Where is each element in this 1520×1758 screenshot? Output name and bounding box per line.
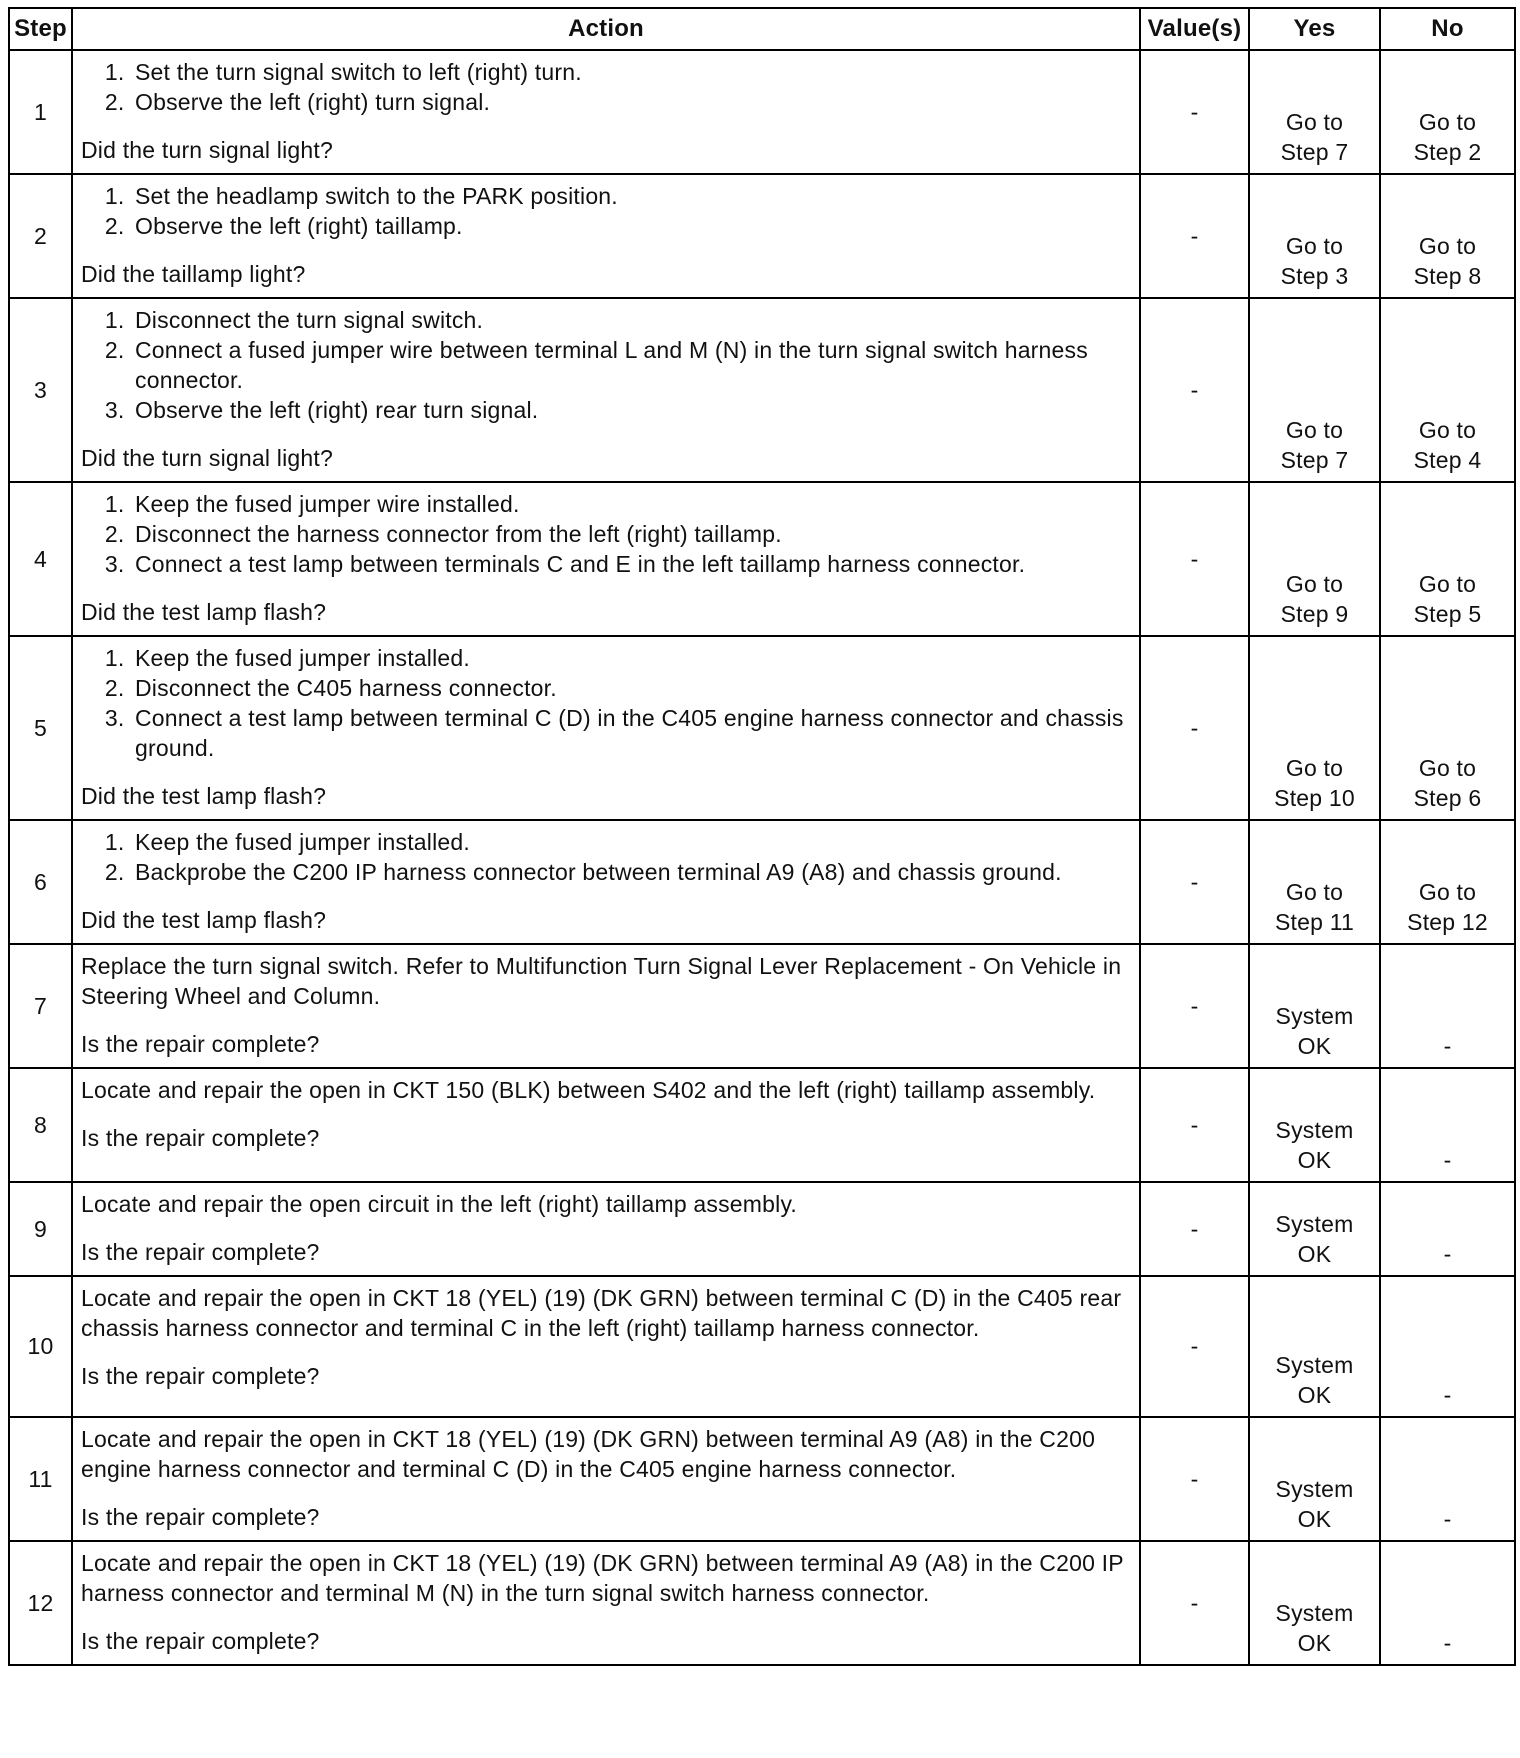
value-cell: - [1140,1541,1249,1665]
table-row [9,636,1515,820]
step-number: 7 [9,944,72,1068]
value-cell: - [1140,1417,1249,1541]
action-step-item: 1. Disconnect the turn signal switch. [131,305,1131,335]
action-step-item: 2. Observe the left (right) turn signal. [131,87,1131,117]
action-step-item: 1. Keep the fused jumper installed. [131,643,1131,673]
spacer [81,1011,1131,1029]
yes-cell [1249,1182,1380,1276]
action-step-item: 2. Backprobe the C200 IP harness connector between terminal A9 (A8) and chassis ground. [131,857,1131,887]
value-cell: - [1140,174,1249,298]
yes-line: Step 7 [1280,447,1349,473]
action-question: Is the repair complete? [81,1239,320,1265]
action-question: Did the turn signal light? [81,137,333,163]
yes-line: Step 7 [1280,139,1349,165]
table-row [9,1182,1515,1276]
yes-cell [1249,298,1380,482]
no-line: - [1443,1147,1452,1173]
no-line: Step 4 [1413,447,1482,473]
value-cell: - [1140,298,1249,482]
action-text: Replace the turn signal switch. Refer to Multifunction Turn Signal Lever Replacement - On Vehicle in Steering Wheel and Column. [81,953,1122,1009]
action-step-item: 2. Disconnect the C405 harness connector. [131,673,1131,703]
yes-line: System [1275,1003,1354,1029]
action-text: Locate and repair the open in CKT 18 (YEL) (19) (DK GRN) between terminal A9 (A8) in the C200 IP harness connector and terminal M (N) in the turn signal switch harness connector. [81,1550,1124,1606]
action-step-item: 3. Connect a test lamp between terminal C (D) in the C405 engine harness connector and chassis ground. [131,703,1131,763]
action-cell [72,174,1140,298]
no-line: Go to [1418,879,1477,905]
value-cell: - [1140,1182,1249,1276]
no-cell [1380,174,1515,298]
action-cell [72,820,1140,944]
no-line: Go to [1418,233,1477,259]
spacer [81,1219,1131,1237]
yes-line: Step 9 [1280,601,1349,627]
no-line: - [1443,1506,1452,1532]
action-step-item: 1. Keep the fused jumper wire installed. [131,489,1131,519]
no-cell [1380,636,1515,820]
header-values: Value(s) [1140,8,1249,50]
spacer [81,1484,1131,1502]
yes-cell [1249,820,1380,944]
yes-line: Go to [1285,879,1344,905]
yes-line: System [1275,1211,1354,1237]
action-cell [72,944,1140,1068]
table-row [9,944,1515,1068]
action-steps-list [81,643,1131,763]
action-cell [72,482,1140,636]
spacer [81,117,1131,135]
no-line: Step 12 [1407,909,1488,935]
no-line: - [1443,1630,1452,1656]
action-question: Did the test lamp flash? [81,599,327,625]
spacer [81,425,1131,443]
action-steps-list [81,181,1131,241]
action-cell [72,1182,1140,1276]
no-line: Go to [1418,571,1477,597]
yes-line: Go to [1285,109,1344,135]
action-question: Did the taillamp light? [81,261,306,287]
action-question: Is the repair complete? [81,1125,320,1151]
no-cell [1380,1068,1515,1182]
header-action: Action [72,8,1140,50]
action-text: Locate and repair the open in CKT 18 (YEL) (19) (DK GRN) between terminal C (D) in the C405 rear chassis harness connector and terminal C in the left (right) taillamp harness connector. [81,1285,1122,1341]
action-step-item: 3. Observe the left (right) rear turn signal. [131,395,1131,425]
yes-line: Go to [1285,417,1344,443]
table-row [9,1276,1515,1417]
step-number: 4 [9,482,72,636]
action-step-item: 2. Disconnect the harness connector from the left (right) taillamp. [131,519,1131,549]
no-line: Step 2 [1413,139,1482,165]
value-cell: - [1140,1068,1249,1182]
yes-line: System [1275,1117,1354,1143]
step-number: 9 [9,1182,72,1276]
step-number: 2 [9,174,72,298]
yes-line: OK [1297,1630,1332,1656]
action-cell [72,50,1140,174]
no-line: - [1443,1033,1452,1059]
spacer [81,1105,1131,1123]
spacer [81,1608,1131,1626]
yes-cell [1249,1068,1380,1182]
spacer [81,763,1131,781]
action-steps-list [81,305,1131,425]
no-cell [1380,50,1515,174]
yes-line: Go to [1285,755,1344,781]
step-number: 3 [9,298,72,482]
yes-line: OK [1297,1033,1332,1059]
step-number: 10 [9,1276,72,1417]
yes-line: OK [1297,1506,1332,1532]
yes-line: OK [1297,1241,1332,1267]
action-question: Is the repair complete? [81,1628,320,1654]
action-cell [72,636,1140,820]
no-line: Step 6 [1413,785,1482,811]
no-line: Go to [1418,755,1477,781]
table-row [9,174,1515,298]
yes-cell [1249,50,1380,174]
yes-line: System [1275,1476,1354,1502]
action-question: Did the test lamp flash? [81,907,327,933]
step-number: 6 [9,820,72,944]
yes-cell [1249,174,1380,298]
diagnostic-table [8,7,1516,1666]
diagnostic-table-container [8,7,1516,1666]
table-row [9,482,1515,636]
no-cell [1380,298,1515,482]
table-body [9,50,1515,1665]
spacer [81,241,1131,259]
action-step-item: 1. Set the headlamp switch to the PARK position. [131,181,1131,211]
step-number: 5 [9,636,72,820]
action-question: Is the repair complete? [81,1504,320,1530]
yes-line: Go to [1285,233,1344,259]
step-number: 8 [9,1068,72,1182]
action-steps-list [81,57,1131,117]
action-cell [72,1417,1140,1541]
no-line: Go to [1418,109,1477,135]
yes-cell [1249,1417,1380,1541]
yes-cell [1249,1276,1380,1417]
action-cell [72,1541,1140,1665]
table-row [9,1417,1515,1541]
yes-line: System [1275,1352,1354,1378]
action-question: Did the turn signal light? [81,445,333,471]
step-number: 12 [9,1541,72,1665]
header-no: No [1380,8,1515,50]
yes-line: OK [1297,1147,1332,1173]
action-cell [72,298,1140,482]
yes-line: System [1275,1600,1354,1626]
value-cell: - [1140,636,1249,820]
no-cell [1380,1182,1515,1276]
value-cell: - [1140,1276,1249,1417]
action-step-item: 2. Connect a fused jumper wire between terminal L and M (N) in the turn signal switch harness connector. [131,335,1131,395]
no-cell [1380,944,1515,1068]
yes-line: Go to [1285,571,1344,597]
yes-cell [1249,1541,1380,1665]
table-row [9,298,1515,482]
no-cell [1380,1417,1515,1541]
no-cell [1380,1541,1515,1665]
step-number: 11 [9,1417,72,1541]
no-cell [1380,820,1515,944]
spacer [81,1343,1131,1361]
table-row [9,1068,1515,1182]
action-text: Locate and repair the open in CKT 150 (BLK) between S402 and the left (right) taillamp assembly. [81,1077,1096,1103]
header-step: Step [9,8,72,50]
no-line: Go to [1418,417,1477,443]
header-row [9,8,1515,50]
no-line: Step 8 [1413,263,1482,289]
action-text: Locate and repair the open circuit in the left (right) taillamp assembly. [81,1191,798,1217]
spacer [81,887,1131,905]
action-step-item: 2. Observe the left (right) taillamp. [131,211,1131,241]
yes-line: Step 3 [1280,263,1349,289]
no-line: Step 5 [1413,601,1482,627]
action-question: Is the repair complete? [81,1363,320,1389]
no-line: - [1443,1382,1452,1408]
no-line: - [1443,1241,1452,1267]
value-cell: - [1140,820,1249,944]
no-cell [1380,482,1515,636]
action-question: Is the repair complete? [81,1031,320,1057]
value-cell: - [1140,50,1249,174]
action-question: Did the test lamp flash? [81,783,327,809]
no-cell [1380,1276,1515,1417]
step-number: 1 [9,50,72,174]
table-row [9,1541,1515,1665]
spacer [81,579,1131,597]
action-cell [72,1276,1140,1417]
yes-line: Step 10 [1274,785,1355,811]
action-steps-list [81,489,1131,579]
action-text: Locate and repair the open in CKT 18 (YEL) (19) (DK GRN) between terminal A9 (A8) in the C200 engine harness connector and terminal C (D) in the C405 engine harness connector. [81,1426,1096,1482]
table-row [9,820,1515,944]
value-cell: - [1140,944,1249,1068]
yes-cell [1249,944,1380,1068]
header-yes: Yes [1249,8,1380,50]
value-cell: - [1140,482,1249,636]
yes-cell [1249,636,1380,820]
action-step-item: 1. Set the turn signal switch to left (right) turn. [131,57,1131,87]
yes-line: OK [1297,1382,1332,1408]
action-step-item: 3. Connect a test lamp between terminals C and E in the left taillamp harness connector. [131,549,1131,579]
action-step-item: 1. Keep the fused jumper installed. [131,827,1131,857]
yes-line: Step 11 [1275,909,1354,935]
yes-cell [1249,482,1380,636]
table-row [9,50,1515,174]
action-cell [72,1068,1140,1182]
action-steps-list [81,827,1131,887]
